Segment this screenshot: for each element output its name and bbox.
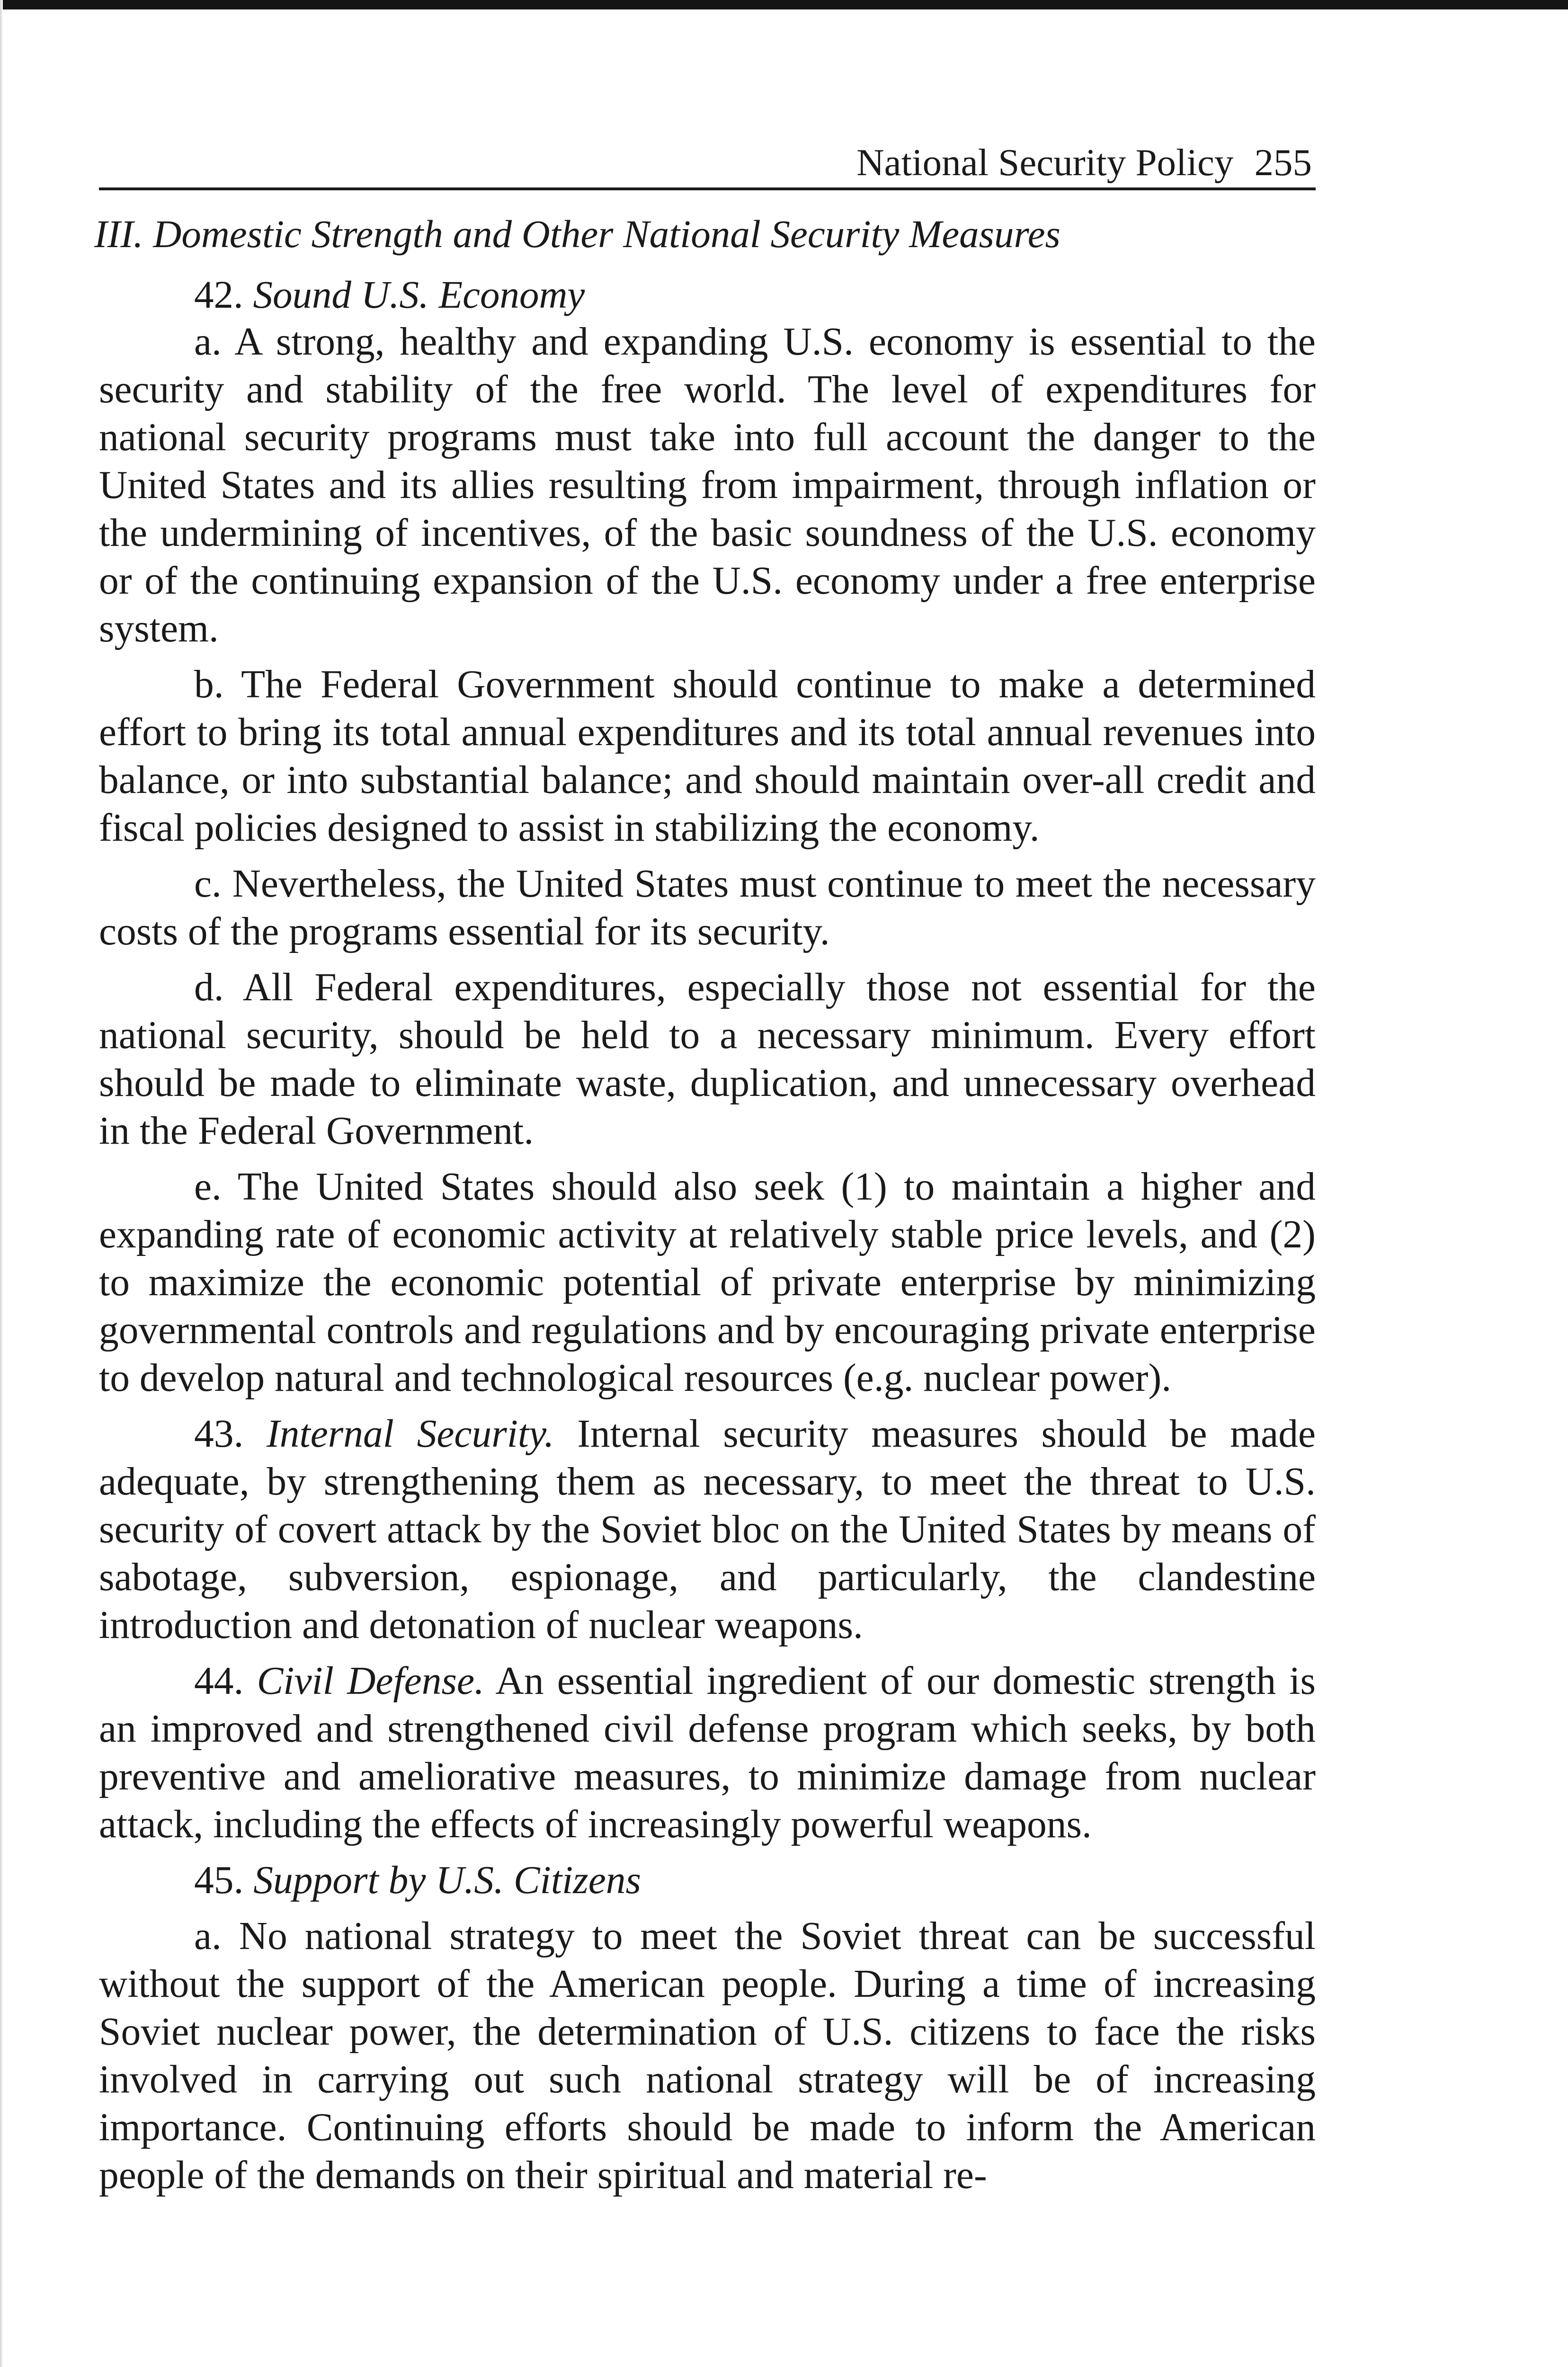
item-45-paragraph-a: a. No national strategy to meet the Soviet threat can be successful without the support of the American people. During a time of increasing Soviet nuclear power, the determination of U.S. citizens to face the risks involved in carrying out such national strategy will be of increasing importance. Continuing efforts should be made to inform the American people of the demands on their spiritual and material re- [99, 1914, 1316, 2197]
item-44-paragraph [99, 1657, 1316, 1849]
item-45-title: Support by U.S. Citizens [253, 1859, 641, 1902]
item-42-paragraph-b: b. The Federal Government should continue to make a determined effort to bring its total annual expenditures and its total annual revenues into balance, or into substantial balance; and should maintain over-all credit and fiscal policies designed to assist in stabilizing the economy. [99, 663, 1316, 850]
item-42-paragraph-e: e. The United States should also seek (1) to maintain a higher and expanding rate of economic activity at relatively stable price levels, and (2) to maximize the economic potential of private enterprise by minimizing governmental controls and regulations and by encouraging private enterprise to develop natural and technological resources (e.g. nuclear power). [99, 1165, 1316, 1400]
item-43-body: Internal security measures should be made adequate, by strengthening them as necessary, to meet the threat to U.S. security of covert attack by the Soviet bloc on the United States by means of sabotage, subversion, espionage, and particularly, the clandestine introduction and detonation of nuclear weapons. [99, 1412, 1316, 1647]
body-text [99, 318, 1316, 2199]
item-45-heading [99, 1857, 1316, 1904]
running-head-title: National Security Policy [856, 141, 1234, 184]
book-page [94, 137, 1316, 2199]
item-42-number: 42. [194, 273, 243, 316]
running-head-content [856, 141, 1312, 184]
page-number: 255 [1254, 141, 1312, 184]
item-42-paragraph-c: c. Nevertheless, the United States must continue to meet the necessary costs of the programs essential for its security. [99, 862, 1316, 953]
item-45-number: 45. [194, 1859, 244, 1902]
scan-top-border [0, 0, 1568, 9]
section-heading: III. Domestic Strength and Other National Security Measures [94, 212, 1060, 256]
item-43-paragraph [99, 1410, 1316, 1649]
running-head [99, 137, 1316, 190]
item-44-body: An essential ingredient of our domestic strength is an improved and strengthened civil defense program which seeks, by both preventive and ameliorative measures, to minimize damage from nuclear attack, including the effects of increasingly powerful weapons. [99, 1659, 1316, 1846]
scan-left-edge [0, 0, 3, 2367]
item-42-paragraph-d: d. All Federal expenditures, especially those not essential for the national security, should be held to a necessary minimum. Every effort should be made to eliminate waste, duplication, and unnecessary overhead in the Federal Government. [99, 966, 1316, 1153]
item-43-number: 43. [194, 1412, 244, 1456]
item-44-number: 44. [194, 1659, 244, 1703]
item-44-title: Civil Defense. [257, 1659, 484, 1703]
item-43-title: Internal Security. [266, 1412, 554, 1456]
item-42-title: Sound U.S. Economy [253, 273, 585, 316]
item-42-heading [99, 271, 1316, 318]
item-42-paragraph-a: a. A strong, healthy and expanding U.S. economy is essential to the security and stability of the free world. The level of expenditures for national security programs must take into full account the danger to the United States and its allies resulting from impairment, through inflation or the undermining of incentives, of the basic soundness of the U.S. economy or of the continuing expansion of the U.S. economy under a free enterprise system. [99, 320, 1316, 650]
